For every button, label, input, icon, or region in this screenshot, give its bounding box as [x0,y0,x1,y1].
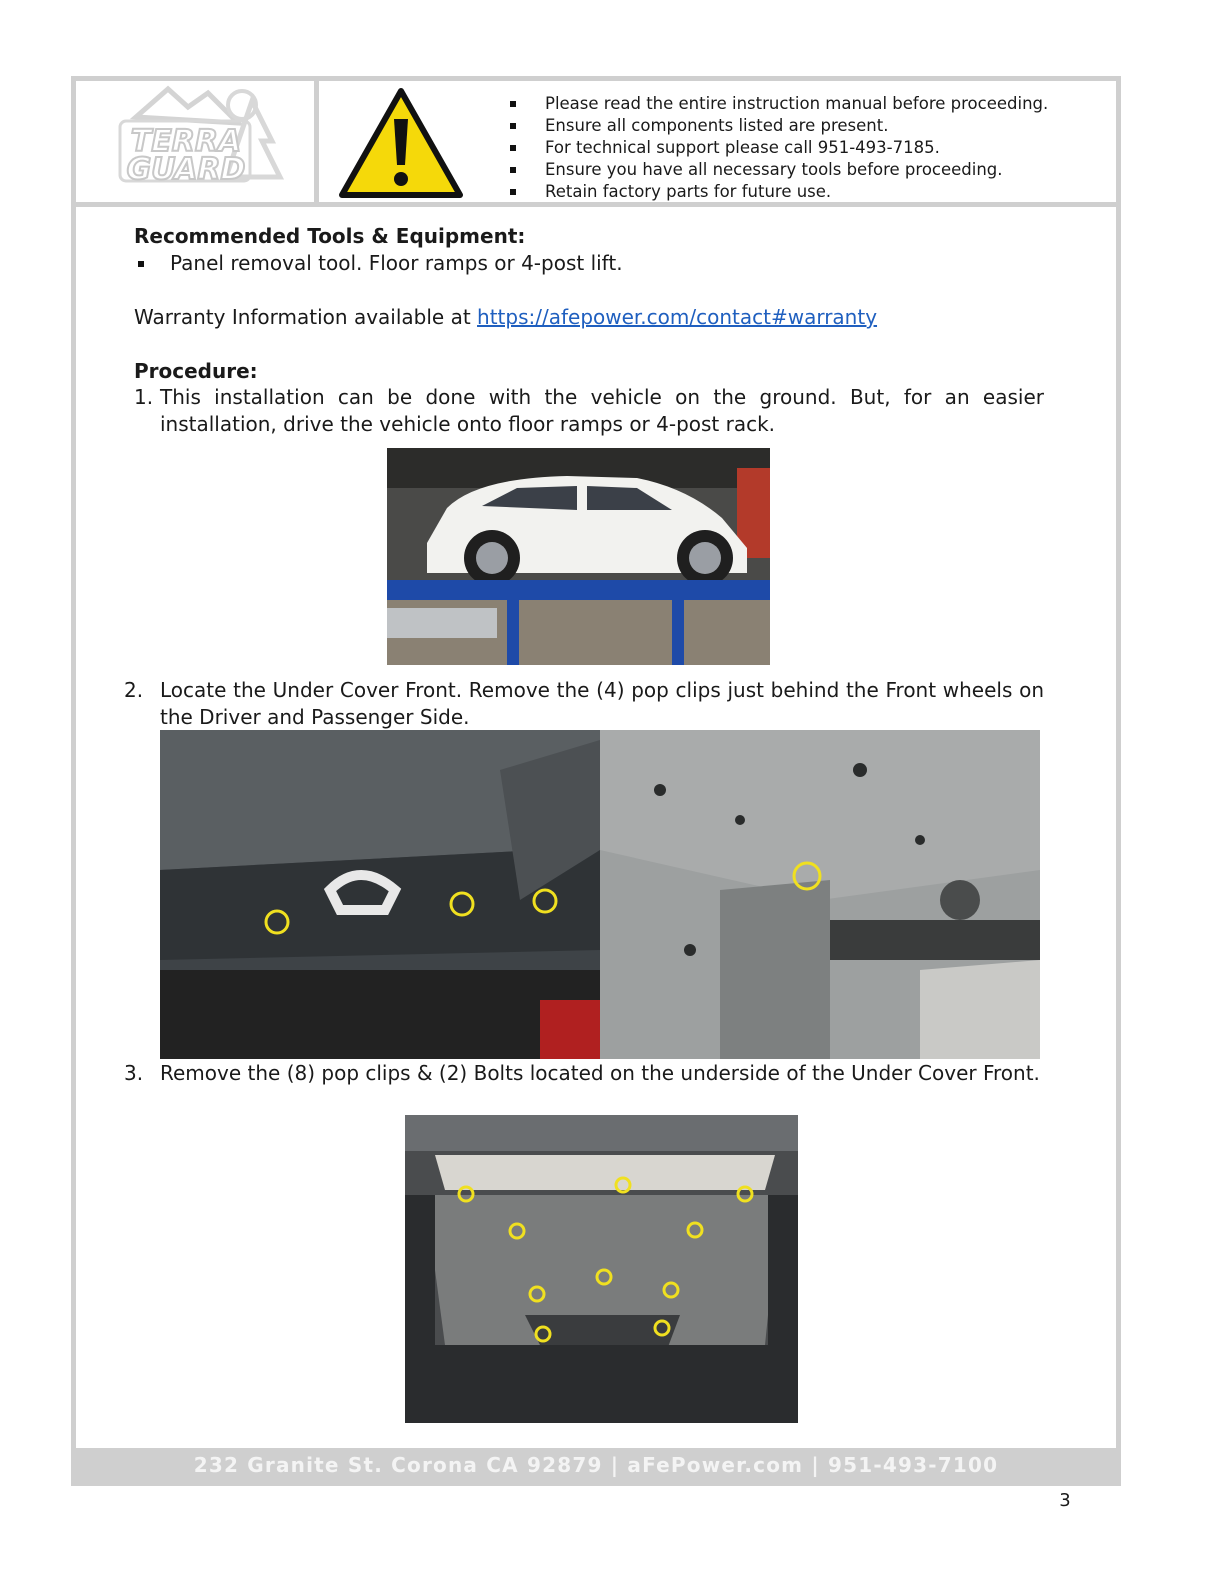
passenger-side-clips-photo [600,730,1040,1059]
logo-text-2: GUARD [126,152,246,187]
page-number: 3 [1059,1490,1071,1511]
procedure-heading: Procedure: [134,359,258,383]
step-number: 3. [124,1061,144,1085]
footer-contact: 232 Granite St. Corona CA 92879 | aFePower.com | 951-493-7100 [193,1453,999,1477]
logo-text-1: TERRA [130,124,242,159]
warning-icon [336,85,466,201]
step-text: Remove the (8) pop clips & (2) Bolts located on the underside of the Under Cover Front. [160,1061,1040,1085]
note-item: Please read the entire instruction manual before proceeding. [506,93,1048,115]
step-text: Locate the Under Cover Front. Remove the (4) pop clips just behind the Front wheels on the Driver and Passenger Side. [160,678,1044,729]
under-cover-front-photo [405,1115,798,1423]
header [76,81,1116,203]
footer-bar [76,1448,1116,1484]
driver-side-clips-photo [160,730,600,1059]
note-item: Retain factory parts for future use. [506,181,1048,203]
safety-notes [506,93,1048,203]
warranty-link[interactable]: https://afepower.com/contact#warranty [477,305,878,329]
content [134,222,1044,385]
header-divider [76,202,1116,207]
step-number: 2. [124,678,144,702]
tool-item: Panel removal tool. Floor ramps or 4-post lift. [134,250,1044,277]
warranty-text: Warranty Information available at [134,305,478,329]
terra-guard-logo [76,81,319,203]
note-item: For technical support please call 951-493-7185. [506,137,1048,159]
tools-heading: Recommended Tools & Equipment: [134,224,526,248]
step-number: 1. [134,385,154,409]
step-text: This installation can be done with the vehicle on the ground. But, for an easier installation, drive the vehicle onto floor ramps or 4-post rack. [160,385,1044,436]
note-item: Ensure all components listed are present. [506,115,1048,137]
vehicle-on-lift-photo [387,448,770,665]
warranty-line [134,304,1044,331]
note-item: Ensure you have all necessary tools before proceeding. [506,159,1048,181]
